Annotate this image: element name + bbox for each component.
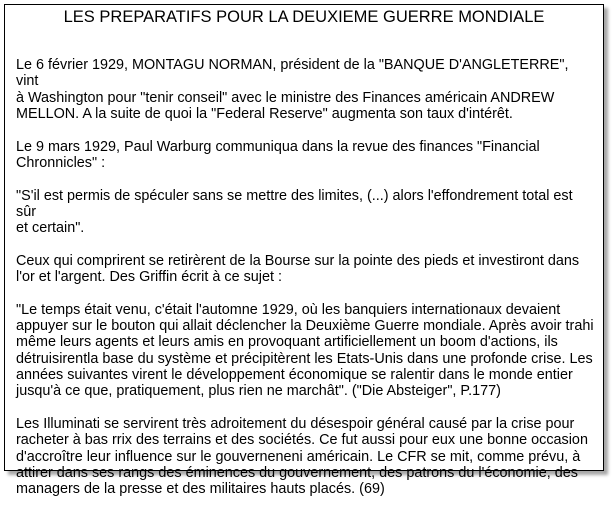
text-line: attirer dans ses rangs des éminences du gouvernement, des patrons du l'économie, des: [16, 464, 578, 481]
document-title: LES PREPARATIFS POUR LA DEUXIEME GUERRE MONDIALE: [63, 8, 545, 26]
paragraph-1: [16, 57, 594, 122]
text-line: "S'il est permis de spéculer sans se mettre des limites, (...) alors l'effondrement total est sûr: [16, 187, 573, 220]
text-line: Chronnicles" :: [16, 154, 106, 171]
paragraph-6: [16, 416, 594, 497]
paragraph-4: [16, 253, 594, 286]
text-line: jusqu'à ce que, pratiquement, plus rien ne marchât". ("Die Absteiger", P.177): [16, 383, 501, 400]
paragraph-2: [16, 139, 594, 172]
text-line: détruisirentla base du système et précipitèrent les Etats-Unis dans une profonde crise. Les: [16, 350, 593, 367]
paragraph-5: [16, 302, 594, 400]
text-line: d'accroître leur influence sur le gouverneneni américain. Le CFR se mit, comme prévu, à: [16, 448, 581, 465]
text-line: MELLON. A la suite de quoi la "Federal Reserve" augmenta son taux d'intérêt.: [16, 105, 513, 122]
text-line: Ceux qui comprirent se retirèrent de la Bourse sur la pointe des pieds et investiront dans: [16, 252, 580, 269]
text-line: années suivantes virent le développement économique se ralentir dans le monde entier: [16, 367, 573, 384]
text-line: racheter à bas rrix des terrains et des sociétés. Ce fut aussi pour eux une bonne occasion: [16, 432, 588, 449]
text-line: Le 6 février 1929, MONTAGU NORMAN, président de la "BANQUE D'ANGLETERRE", vint: [16, 57, 569, 90]
text-line: managers de la presse et des militaires hauts placés. (69): [16, 481, 385, 498]
text-line: l'or et l'argent. Des Griffin écrit à ce sujet :: [16, 269, 282, 286]
document-page: [4, 4, 604, 498]
text-line: à Washington pour "tenir conseil" avec le ministre des Finances américain ANDREW: [16, 89, 555, 106]
paragraph-3: [16, 188, 594, 237]
text-line: et certain".: [16, 220, 85, 237]
text-line: Les Illuminati se servirent très adroitement du désespoir général causé par la crise pour: [16, 416, 575, 432]
document-body: [16, 57, 594, 514]
text-line: "Le temps était venu, c'était l'automne 1929, où les banquiers internationaux devaient: [16, 301, 561, 318]
text-line: Le 9 mars 1929, Paul Warburg communiqua dans la revue des finances "Financial: [16, 138, 540, 155]
text-line: même leurs agents et leurs amis en provoquant artificiellement un boom d'actions, ils: [16, 334, 558, 351]
text-line: appuyer sur le bouton qui allait déclencher la Deuxième Guerre mondiale. Après avoir trahi: [16, 318, 594, 335]
